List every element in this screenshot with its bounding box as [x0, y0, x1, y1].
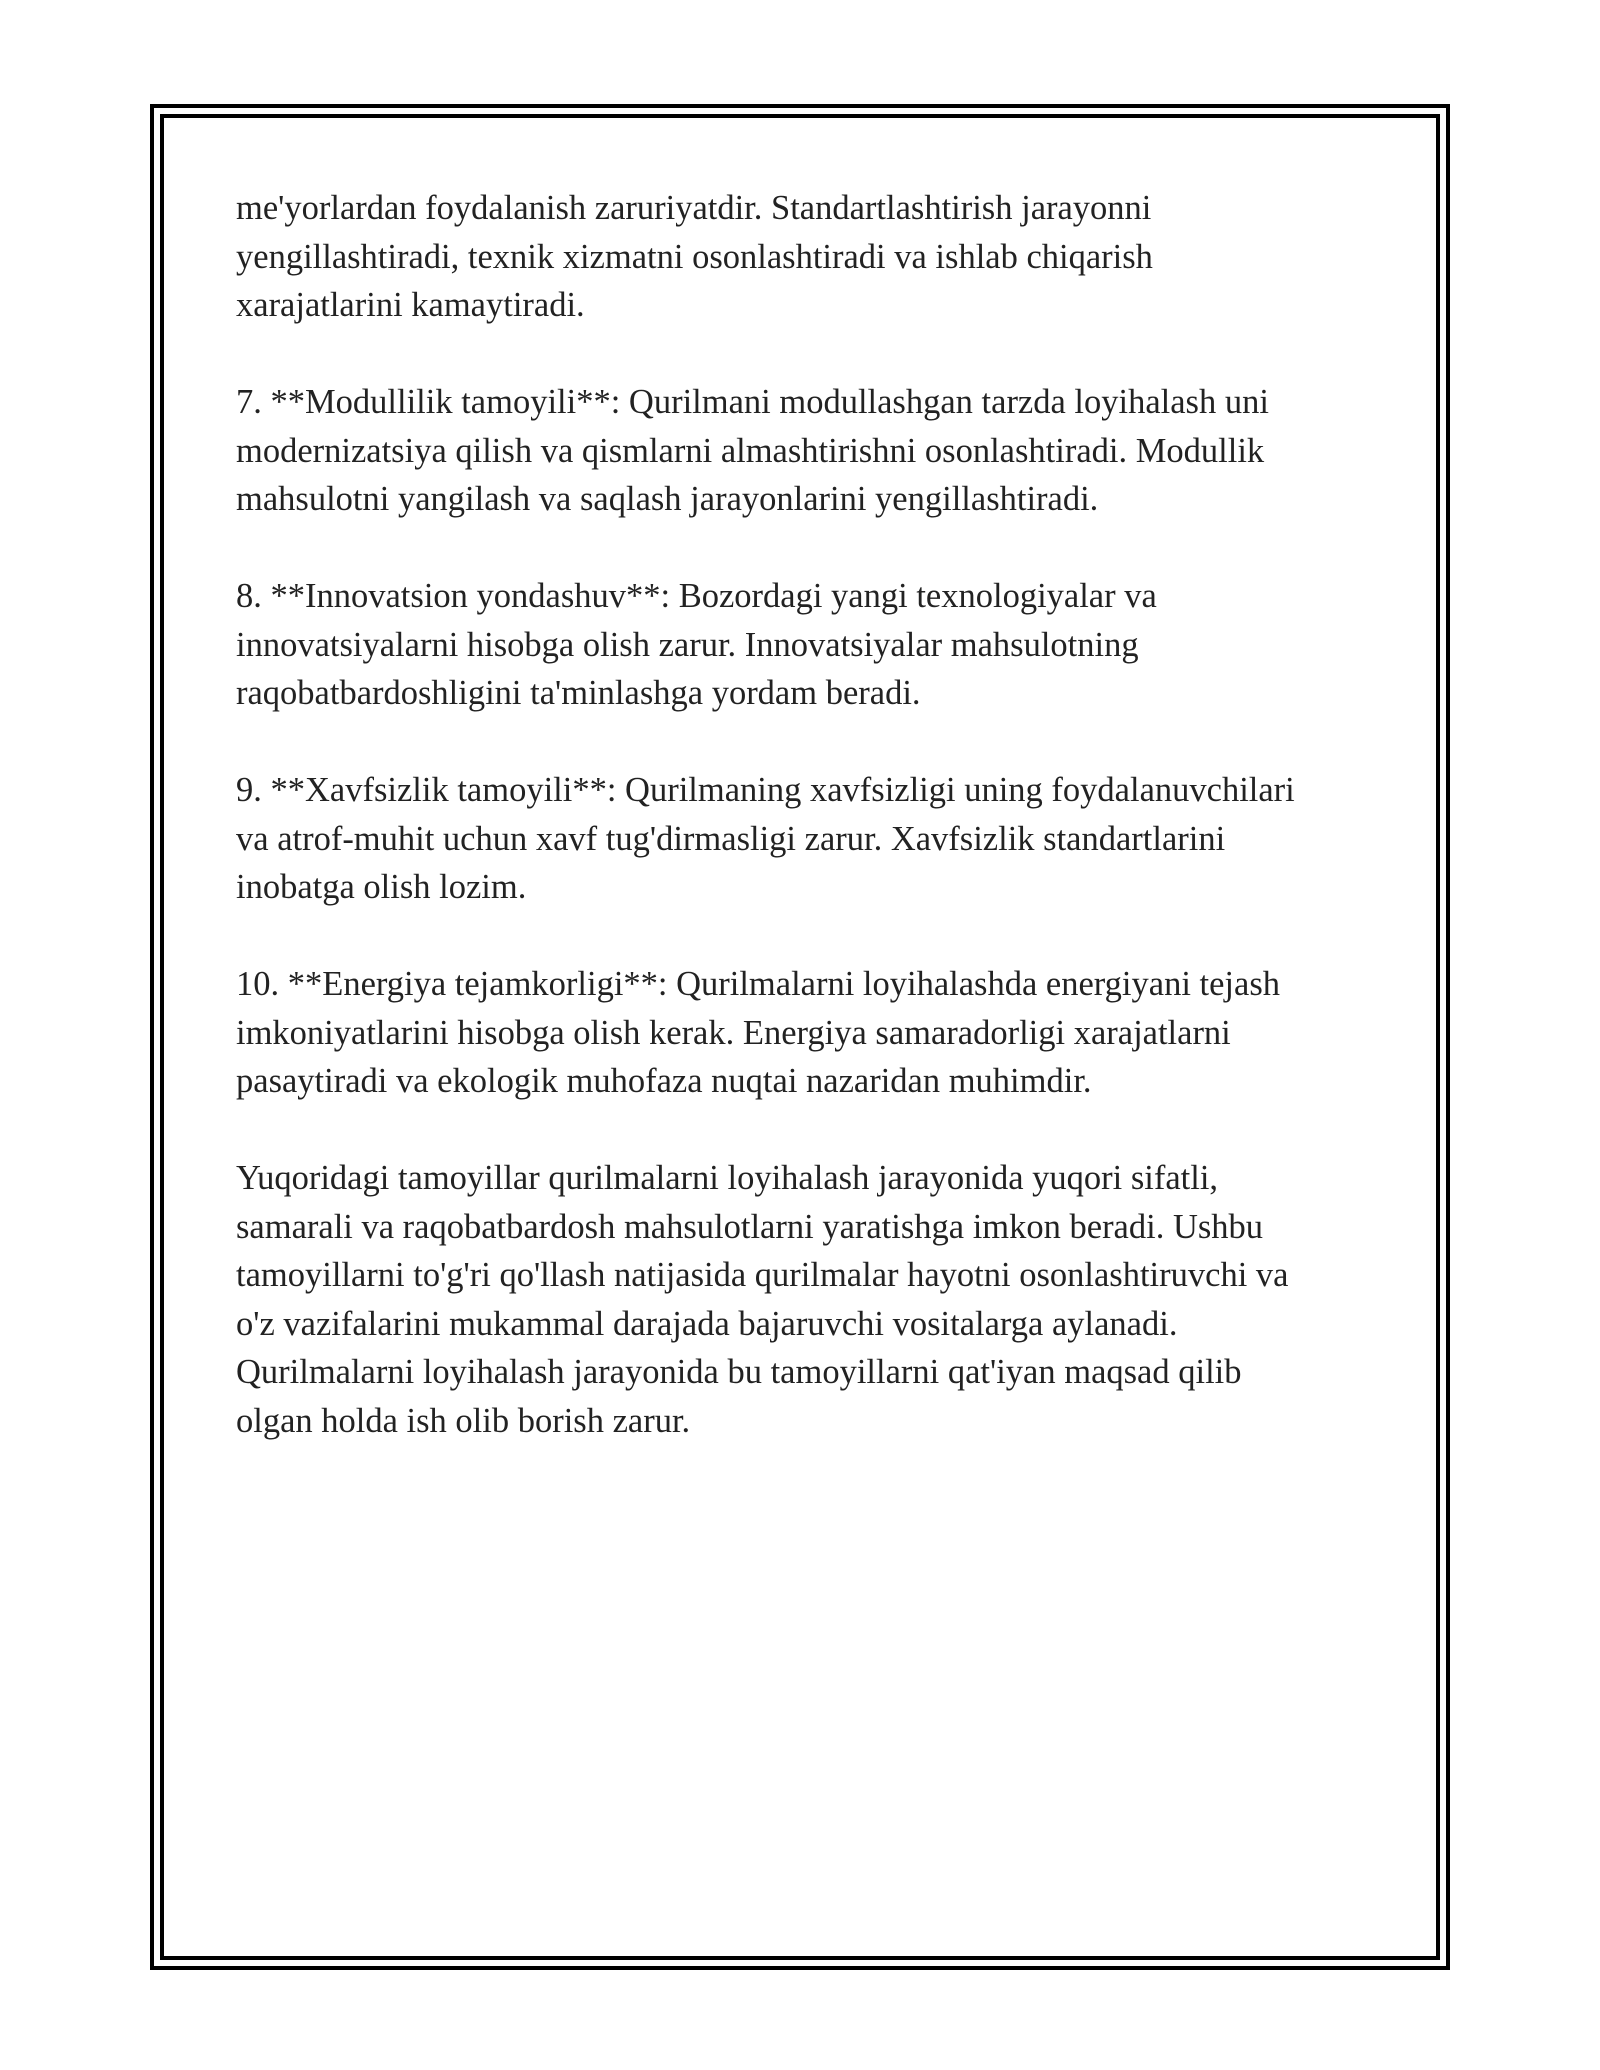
paragraph-modularity — [236, 378, 1376, 524]
document-body — [236, 184, 1376, 1494]
text-line: yengillashtiradi, texnik xizmatni osonlashtiradi va ishlab chiqarish — [236, 237, 1153, 276]
paragraph-innovation — [236, 572, 1376, 718]
paragraph-standardization-continued — [236, 184, 1376, 330]
text-line: va atrof-muhit uchun xavf tug'dirmasligi zarur. Xavfsizlik standartlarini — [236, 819, 1226, 858]
text-line: tamoyillarni to'g'ri qo'llash natijasida qurilmalar hayotni osonlashtiruvchi va — [236, 1256, 1289, 1294]
text-line: olgan holda ish olib borish zarur. — [236, 1401, 691, 1440]
text-line: innovatsiyalarni hisobga olish zarur. Innovatsiyalar mahsulotning — [236, 625, 1139, 664]
text-line: inobatga olish lozim. — [236, 868, 527, 906]
paragraph-energy-efficiency — [236, 960, 1376, 1106]
text-line: pasaytiradi va ekologik muhofaza nuqtai nazaridan muhimdir. — [236, 1062, 1092, 1100]
text-line: 10. **Energiya tejamkorligi**: Qurilmalarni loyihalashda energiyani tejash — [236, 965, 1280, 1003]
text-line: o'z vazifalarini mukammal darajada bajaruvchi vositalarga aylanadi. — [236, 1304, 1178, 1343]
text-line: mahsulotni yangilash va saqlash jarayonlarini yengillashtiradi. — [236, 480, 1099, 518]
text-line: samarali va raqobatbardosh mahsulotlarni yaratishga imkon beradi. Ushbu — [236, 1207, 1264, 1246]
text-line: 9. **Xavfsizlik tamoyili**: Qurilmaning xavfsizligi uning foydalanuvchilari — [236, 771, 1295, 809]
paragraph-conclusion — [236, 1154, 1376, 1445]
text-line: xarajatlarini kamaytiradi. — [236, 286, 585, 324]
text-line: Yuqoridagi tamoyillar qurilmalarni loyihalash jarayonida yuqori sifatli, — [236, 1159, 1219, 1197]
paragraph-safety — [236, 766, 1376, 912]
text-line: raqobatbardoshligini ta'minlashga yordam beradi. — [236, 674, 921, 712]
text-line: modernizatsiya qilish va qismlarni almashtirishni osonlashtiradi. Modullik — [236, 431, 1265, 470]
text-line: imkoniyatlarini hisobga olish kerak. Energiya samaradorligi xarajatlarni — [236, 1013, 1231, 1052]
text-line: 8. **Innovatsion yondashuv**: Bozordagi yangi texnologiyalar va — [236, 577, 1157, 615]
text-line: 7. **Modullilik tamoyili**: Qurilmani modullashgan tarzda loyihalash uni — [236, 383, 1269, 421]
text-line: Qurilmalarni loyihalash jarayonida bu tamoyillarni qat'iyan maqsad qilib — [236, 1353, 1242, 1391]
text-line: me'yorlardan foydalanish zaruriyatdir. Standartlashtirish jarayonni — [236, 189, 1152, 227]
